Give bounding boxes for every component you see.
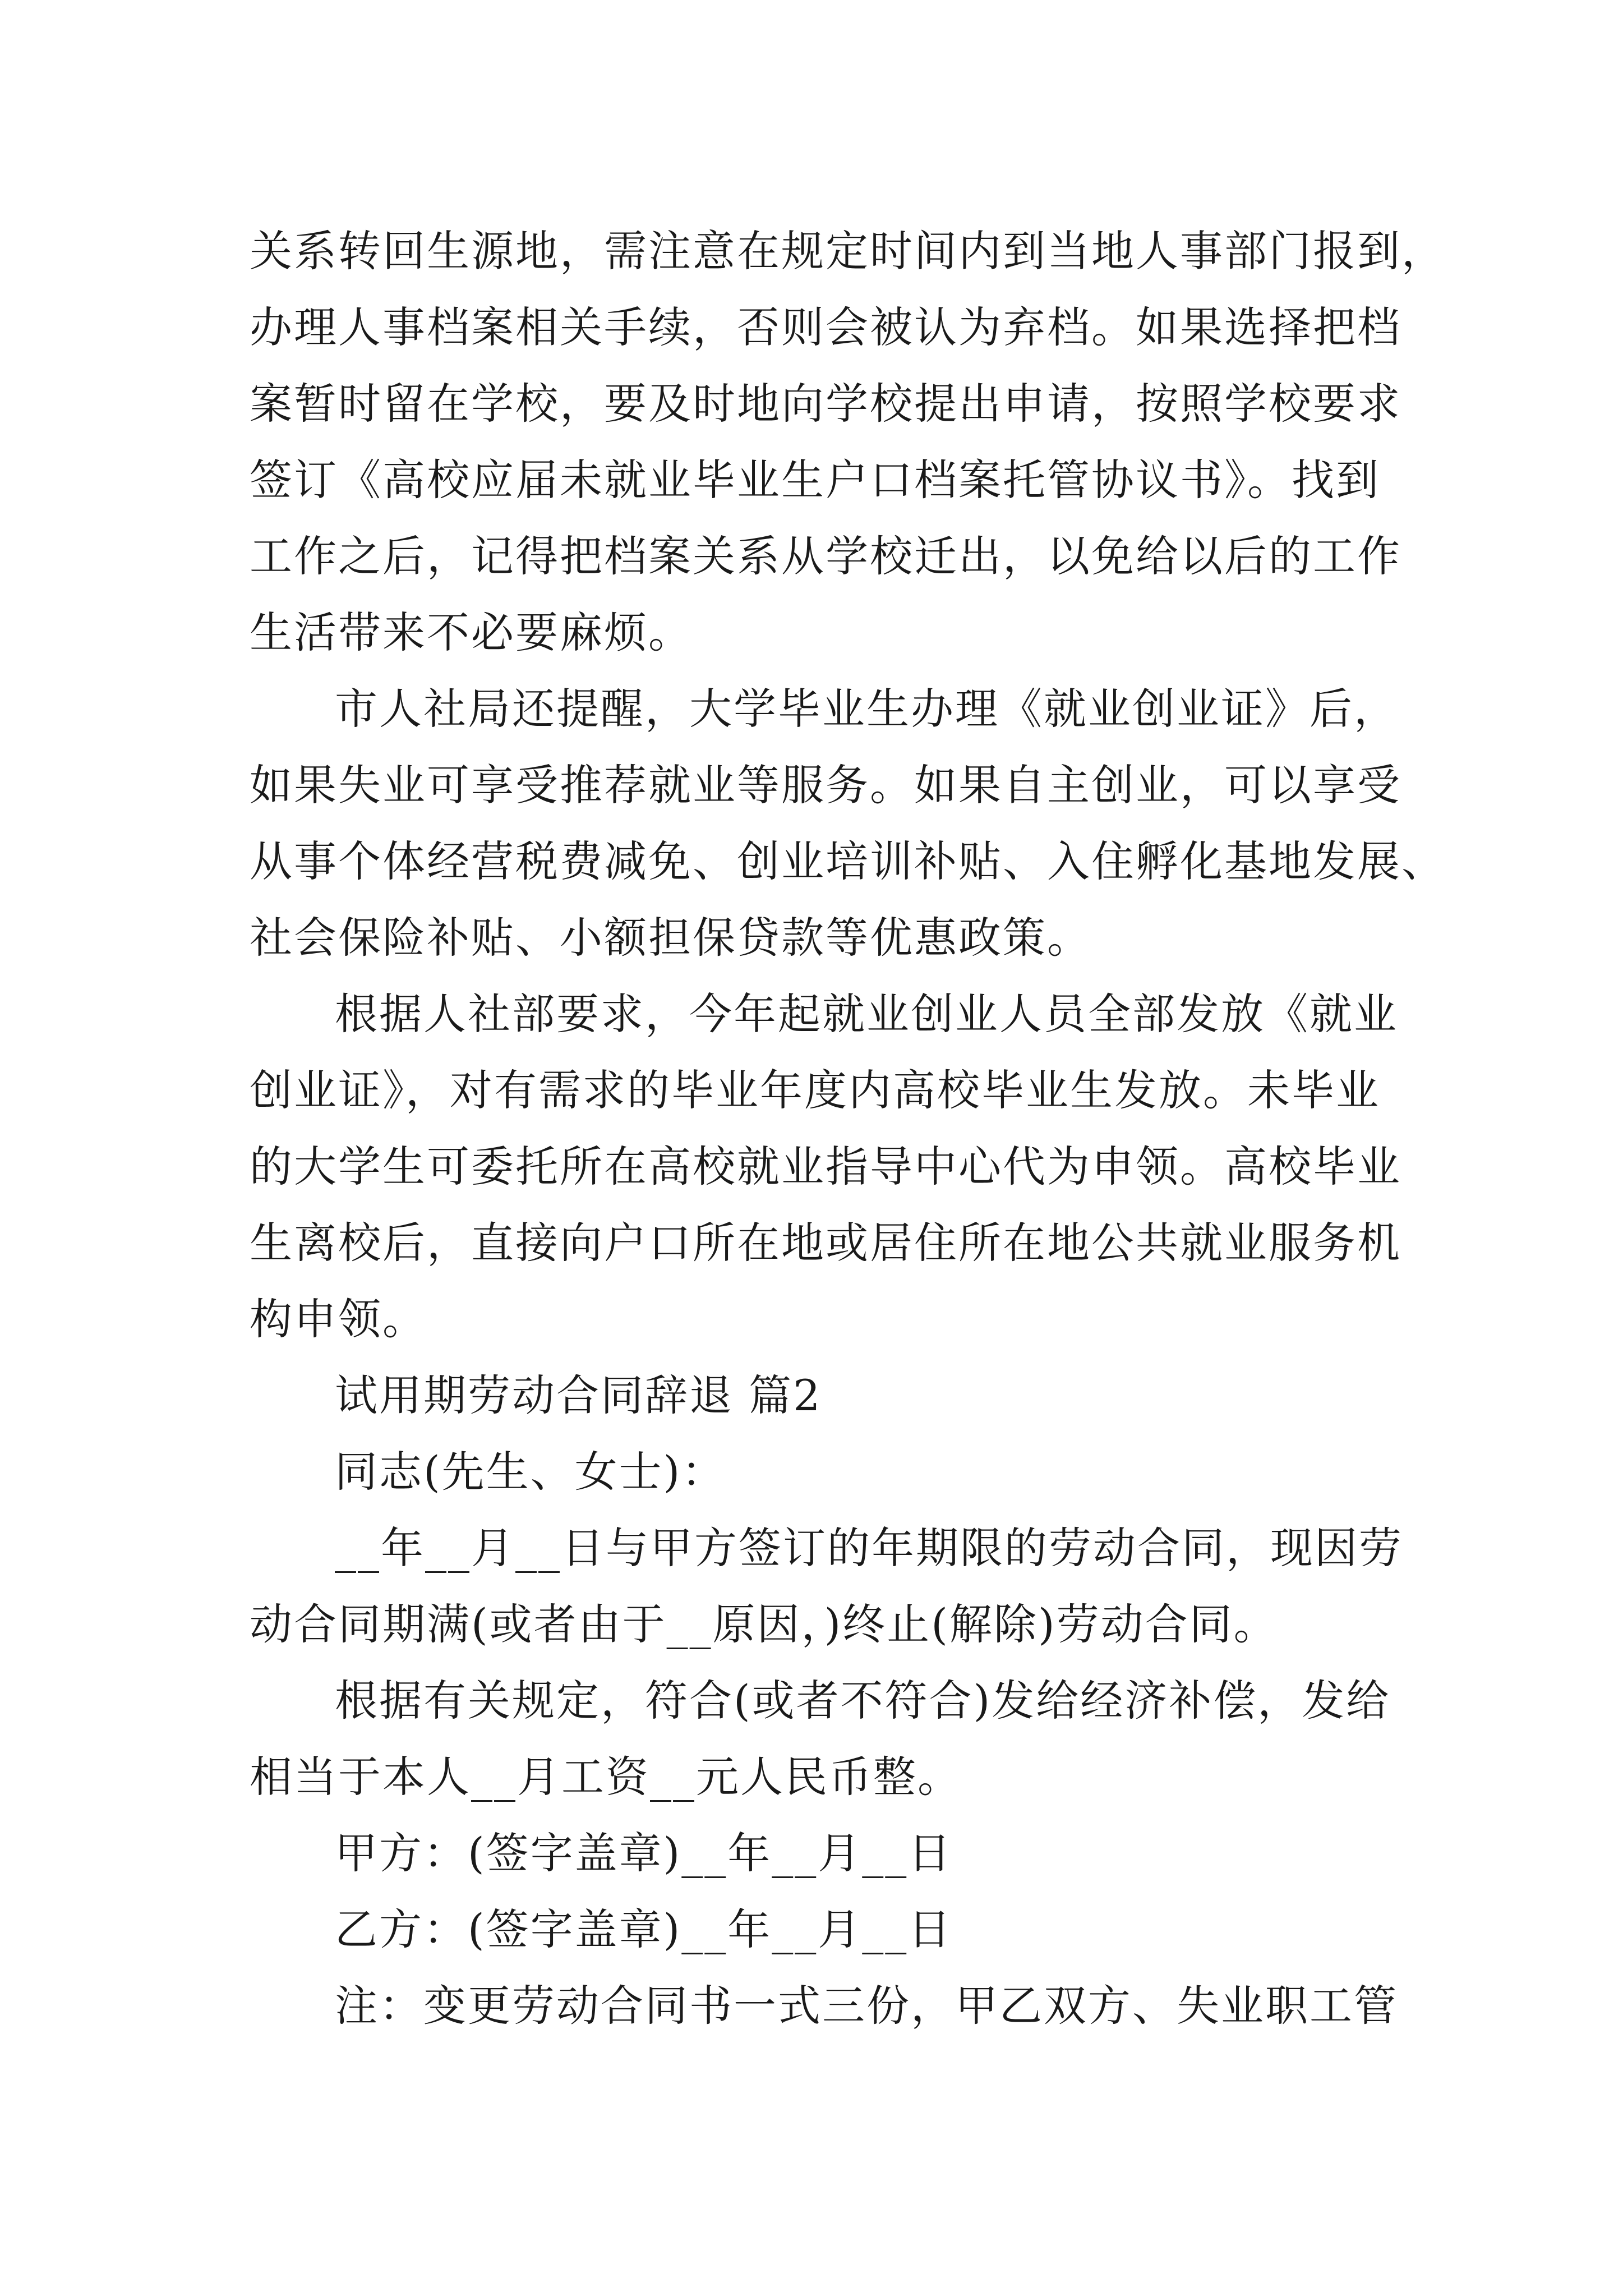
text-line: 的大学生可委托所在高校就业指导中心代为申领。高校毕业 [250,1142,1401,1191]
text-line: 工作之后，记得把档案关系从学校迁出，以免给以后的工作 [250,531,1401,581]
text-line: 生离校后，直接向户口所在地或居住所在地公共就业服务机 [250,1218,1401,1268]
text-line: 生活带来不必要麻烦。 [250,608,693,657]
text-line: 动合同期满(或者由于__原因，)终止(解除)劳动合同。 [250,1599,1278,1649]
text-line: 社会保险补贴、小额担保贷款等优惠政策。 [250,913,1091,963]
paragraph-first-line: 市人社局还提醒，大学毕业生办理《就业创业证》后， [335,684,1398,734]
text-line: 办理人事档案相关手续，否则会被认为弃档。如果选择把档 [250,302,1401,352]
party-b-signature-line: 乙方：(签字盖章)__年__月__日 [335,1904,953,1954]
salutation: 同志(先生、女士)： [335,1447,726,1497]
paragraph-first-line: 根据有关规定，符合(或者不符合)发给经济补偿，发给 [335,1676,1391,1726]
text-line: 案暂时留在学校，要及时地向学校提出申请，按照学校要求 [250,379,1401,429]
text-line: 创业证》，对有需求的毕业年度内高校毕业生发放。未毕业 [250,1065,1380,1115]
text-line: 从事个体经营税费减免、创业培训补贴、入住孵化基地发展、 [250,836,1446,886]
text-line: 相当于本人__月工资__元人民币整。 [250,1752,962,1802]
paragraph-first-line: __年__月__日与甲方签订的年期限的劳动合同，现因劳 [335,1523,1403,1573]
text-line: 关系转回生源地，需注意在规定时间内到当地人事部门报到， [250,226,1446,276]
text-line: 签订《高校应届未就业毕业生户口档案托管协议书》。找到 [250,455,1380,505]
document-body [250,213,1446,2044]
section-heading: 试用期劳动合同辞退 篇2 [335,1370,822,1420]
party-a-signature-line: 甲方：(签字盖章)__年__月__日 [335,1828,953,1878]
text-line: 如果失业可享受推荐就业等服务。如果自主创业，可以享受 [250,760,1401,810]
text-line: 构申领。 [250,1294,427,1344]
note-line: 注：变更劳动合同书一式三份，甲乙双方、失业职工管 [335,1981,1398,2031]
paragraph-first-line: 根据人社部要求，今年起就业创业人员全部发放《就业 [335,989,1398,1039]
